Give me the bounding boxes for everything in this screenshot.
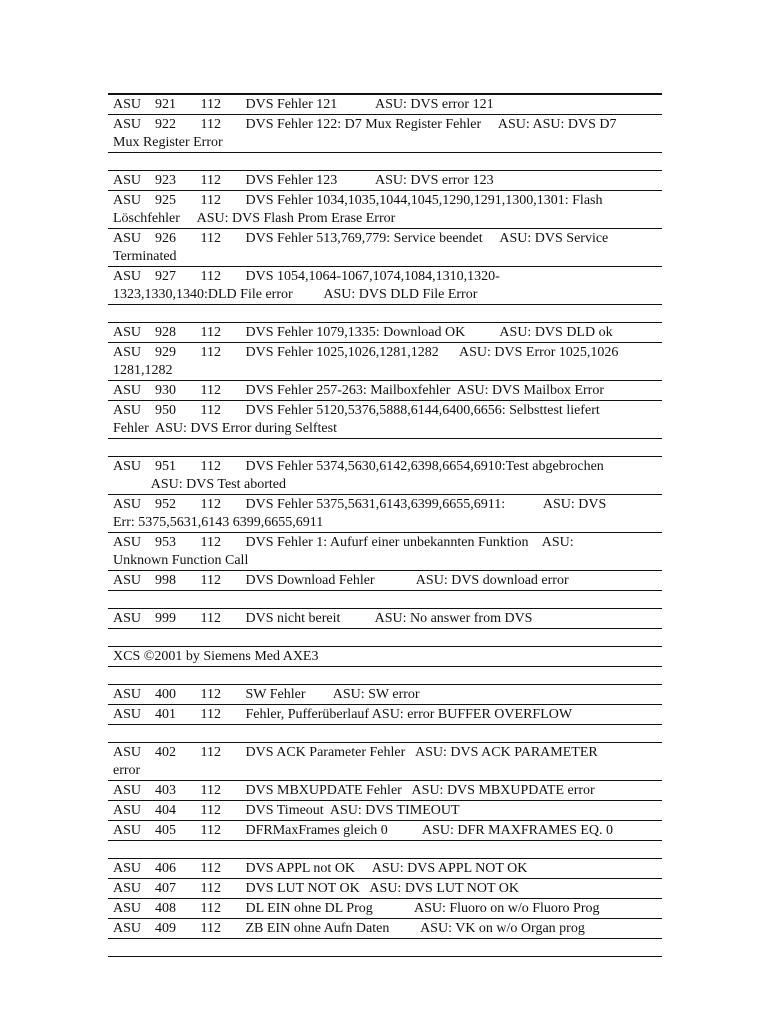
row-text: error [113, 763, 141, 778]
blank-row [108, 725, 662, 743]
row-text: Terminated [113, 249, 177, 264]
row-text: ASU 405 112 DFRMaxFrames gleich 0 ASU: DFR MAXFRAMES EQ. 0 [113, 823, 614, 838]
row-text: ASU 929 112 DVS Fehler 1025,1026,1281,1282 ASU: DVS Error 1025,1026 [113, 345, 619, 360]
table-row [108, 381, 662, 401]
table-row [108, 919, 662, 939]
row-text: Err: 5375,5631,6143 6399,6655,6911 [113, 515, 324, 530]
table-row [108, 323, 662, 343]
blank-row [108, 439, 662, 457]
blank-row [108, 629, 662, 647]
table-row [108, 495, 662, 533]
row-text: 1323,1330,1340:DLD File error ASU: DVS DLD File Error [113, 287, 478, 302]
row-text: ASU 923 112 DVS Fehler 123 ASU: DVS error 123 [113, 173, 494, 188]
row-text: ASU 401 112 Fehler, Pufferüberlauf ASU: error BUFFER OVERFLOW [113, 707, 573, 722]
row-text: ASU 404 112 DVS Timeout ASU: DVS TIMEOUT [113, 803, 460, 818]
row-text: ASU 925 112 DVS Fehler 1034,1035,1044,1045,1290,1291,1300,1301: Flash [113, 193, 603, 208]
row-text: ASU 921 112 DVS Fehler 121 ASU: DVS error 121 [113, 97, 494, 112]
blank-row [108, 153, 662, 171]
table-row [108, 533, 662, 571]
row-text: ASU 930 112 DVS Fehler 257-263: Mailboxfehler ASU: DVS Mailbox Error [113, 383, 605, 398]
row-text: ASU 409 112 ZB EIN ohne Aufn Daten ASU: VK on w/o Organ prog [113, 921, 585, 936]
table-row [108, 609, 662, 629]
row-text: Mux Register Error [113, 135, 223, 150]
blank-row [108, 591, 662, 609]
table-row [108, 457, 662, 495]
table-row [108, 95, 662, 115]
row-text: ASU 928 112 DVS Fehler 1079,1335: Download OK ASU: DVS DLD ok [113, 325, 613, 340]
table-row [108, 685, 662, 705]
table-row [108, 115, 662, 153]
row-text: ASU 403 112 DVS MBXUPDATE Fehler ASU: DVS MBXUPDATE error [113, 783, 595, 798]
table-row [108, 343, 662, 381]
row-text: ASU 927 112 DVS 1054,1064-1067,1074,1084,1310,1320- [113, 269, 500, 284]
row-text: ASU: DVS Test aborted [113, 477, 286, 492]
table-row [108, 879, 662, 899]
row-text: ASU 408 112 DL EIN ohne DL Prog ASU: Fluoro on w/o Fluoro Prog [113, 901, 600, 916]
row-text: ASU 926 112 DVS Fehler 513,769,779: Service beendet ASU: DVS Service [113, 231, 609, 246]
table-row [108, 781, 662, 801]
table-row [108, 801, 662, 821]
row-text: Unknown Function Call [113, 553, 249, 568]
blank-row [108, 305, 662, 323]
row-text: ASU 953 112 DVS Fehler 1: Aufurf einer unbekannten Funktion ASU: [113, 535, 574, 550]
table-row [108, 267, 662, 305]
row-text: ASU 400 112 SW Fehler ASU: SW error [113, 687, 420, 702]
row-text: ASU 406 112 DVS APPL not OK ASU: DVS APPL NOT OK [113, 861, 528, 876]
row-text: XCS ©2001 by Siemens Med AXE3 [113, 649, 319, 664]
row-text: ASU 950 112 DVS Fehler 5120,5376,5888,6144,6400,6656: Selbsttest liefert [113, 403, 600, 418]
row-text: Löschfehler ASU: DVS Flash Prom Erase Error [113, 211, 396, 226]
blank-row [108, 841, 662, 859]
table-row [108, 859, 662, 879]
table-row [108, 229, 662, 267]
row-text: Fehler ASU: DVS Error during Selftest [113, 421, 337, 436]
table-row [108, 571, 662, 591]
row-text: ASU 922 112 DVS Fehler 122: D7 Mux Register Fehler ASU: ASU: DVS D7 [113, 117, 617, 132]
table-row [108, 821, 662, 841]
table-row [108, 401, 662, 439]
table-row [108, 647, 662, 667]
table-row [108, 743, 662, 781]
blank-row [108, 939, 662, 957]
document-table [108, 93, 662, 957]
blank-row [108, 667, 662, 685]
row-text: ASU 407 112 DVS LUT NOT OK ASU: DVS LUT NOT OK [113, 881, 520, 896]
row-text: ASU 402 112 DVS ACK Parameter Fehler ASU: DVS ACK PARAMETER [113, 745, 598, 760]
table-row [108, 899, 662, 919]
table-row [108, 705, 662, 725]
row-text: ASU 998 112 DVS Download Fehler ASU: DVS download error [113, 573, 569, 588]
row-text: ASU 952 112 DVS Fehler 5375,5631,6143,6399,6655,6911: ASU: DVS [113, 497, 607, 512]
table-row [108, 171, 662, 191]
row-text: ASU 999 112 DVS nicht bereit ASU: No answer from DVS [113, 611, 533, 626]
row-text: 1281,1282 [113, 363, 173, 378]
table-row [108, 191, 662, 229]
row-text: ASU 951 112 DVS Fehler 5374,5630,6142,6398,6654,6910:Test abgebrochen [113, 459, 604, 474]
